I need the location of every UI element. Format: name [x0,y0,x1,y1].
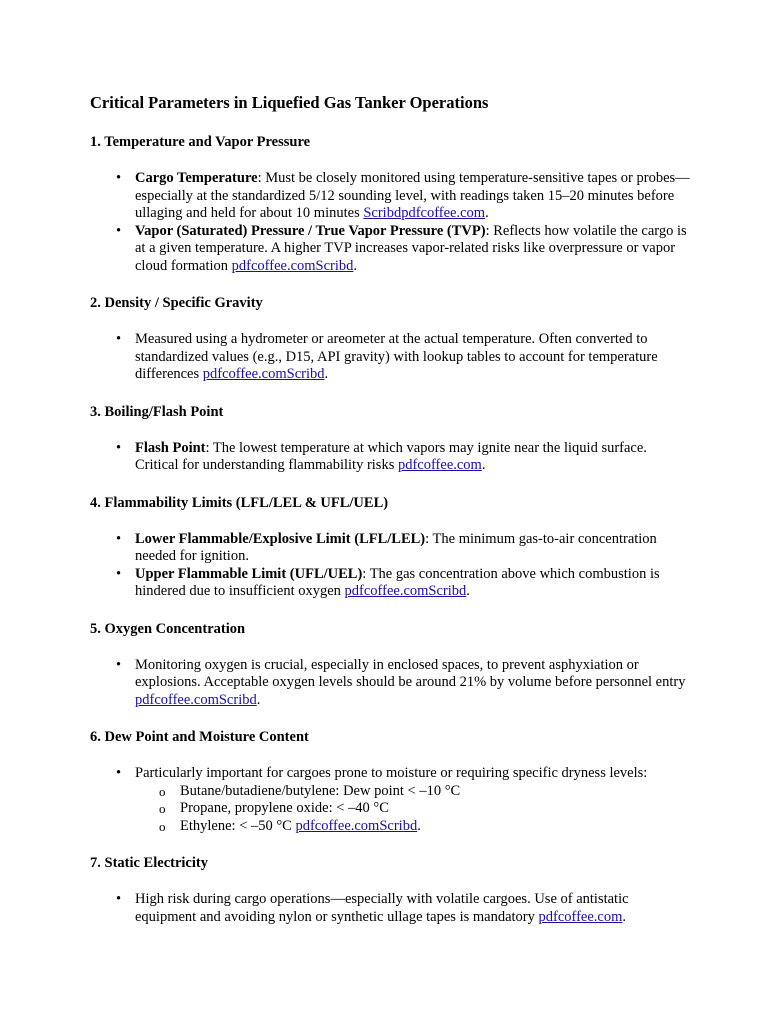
source-link[interactable]: Scribdpdfcoffee.com [363,205,486,221]
sub-list [135,783,690,836]
bullet-item [135,657,690,710]
document-page [90,92,690,944]
bullet-text: Particularly important for cargoes prone to moisture or requiring specific dryness levels: [135,765,648,781]
bullet-text: : The gas concentration above which combustion is hindered due to insufficient oxygen [135,565,660,599]
bullet-list [90,657,690,710]
bullet-tail: . [466,583,470,599]
section-heading: 3. Boiling/Flash Point [90,403,224,420]
bullet-list [90,765,690,835]
bullet-text: : Reflects how volatile the cargo is at a given temperature. A higher TVP increases vapor-related risks like overpressure or vapor cloud formation [135,222,687,274]
bullet-text: : Must be closely monitored using temperature-sensitive tapes or probes—especially at the standardized 5/12 sounding level, with readings taken 15–20 minutes before ullaging and held for about 10 minutes [135,170,690,221]
bullet-tail: . [417,817,421,834]
section-heading: 6. Dew Point and Moisture Content [90,729,309,745]
bullet-item [135,440,690,475]
bullet-text: : The minimum gas-to-air concentration needed for ignition. [135,530,657,564]
bullet-list [90,440,690,475]
bullet-tail: . [481,457,486,473]
sub-item [180,818,690,836]
section-heading: 7. Static Electricity [90,855,208,871]
bullet-term: Upper Flammable Limit (UFL/UEL) [135,565,363,582]
bullet-item [135,566,690,601]
bullet-list [90,531,690,601]
section-heading: 4. Flammability Limits (LFL/LEL & UFL/UEL) [90,494,389,511]
bullet-item [135,223,690,276]
bullet-text: Propane, propylene oxide: < –40 °C [180,800,389,816]
source-link[interactable]: pdfcoffee.comScribd [202,366,325,382]
bullet-item [135,891,690,926]
source-link[interactable]: pdfcoffee.comScribd [344,583,467,599]
bullet-item [135,170,690,223]
sections-container [90,132,690,926]
bullet-text: Monitoring oxygen is crucial, especially in enclosed spaces, to prevent asphyxiation or explosions. Acceptable oxygen levels should be around 21% by volume before personnel entry [135,656,686,690]
bullet-term: Cargo Temperature [135,170,258,186]
source-link[interactable]: pdfcoffee.com [538,908,623,925]
bullet-term: Vapor (Saturated) Pressure / True Vapor Pressure (TVP) [135,222,486,239]
source-link[interactable]: pdfcoffee.comScribd [231,257,354,274]
bullet-tail: . [256,691,261,708]
bullet-term: Flash Point [135,439,206,456]
sub-item [180,800,690,818]
bullet-text: Measured using a hydrometer or areometer at the actual temperature. Often converted to standardized values (e.g., D15, API gravity) with lookup tables to account for temperature differences [135,331,658,382]
section-heading: 2. Density / Specific Gravity [90,295,263,311]
bullet-term: Lower Flammable/Explosive Limit (LFL/LEL) [135,530,426,547]
bullet-text: : The lowest temperature at which vapors may ignite near the liquid surface. Critical for understanding flammability risks [135,439,647,473]
bullet-text: High risk during cargo operations—especially with volatile cargoes. Use of antistatic equipment and avoiding nylon or synthetic ullage tapes is mandatory [135,891,629,925]
bullet-item [135,765,690,835]
sub-item [180,783,690,801]
bullet-list [90,331,690,384]
bullet-item [135,531,690,566]
bullet-tail: . [324,366,329,382]
bullet-tail: . [485,205,489,221]
section-heading: 1. Temperature and Vapor Pressure [90,134,311,150]
source-link[interactable]: pdfcoffee.com [397,457,482,473]
bullet-item [135,331,690,384]
source-link[interactable]: pdfcoffee.comScribd [295,817,418,834]
bullet-tail: . [353,257,358,274]
bullet-list [90,891,690,926]
bullet-list [90,170,690,275]
document-title: Critical Parameters in Liquefied Gas Tanker Operations [90,93,489,112]
source-link[interactable]: pdfcoffee.comScribd [135,691,257,708]
section-heading: 5. Oxygen Concentration [90,620,246,637]
bullet-tail: . [622,908,626,925]
bullet-text: Butane/butadiene/butylene: Dew point < –10 °C [180,782,461,799]
bullet-text: Ethylene: < –50 °C [180,817,296,834]
